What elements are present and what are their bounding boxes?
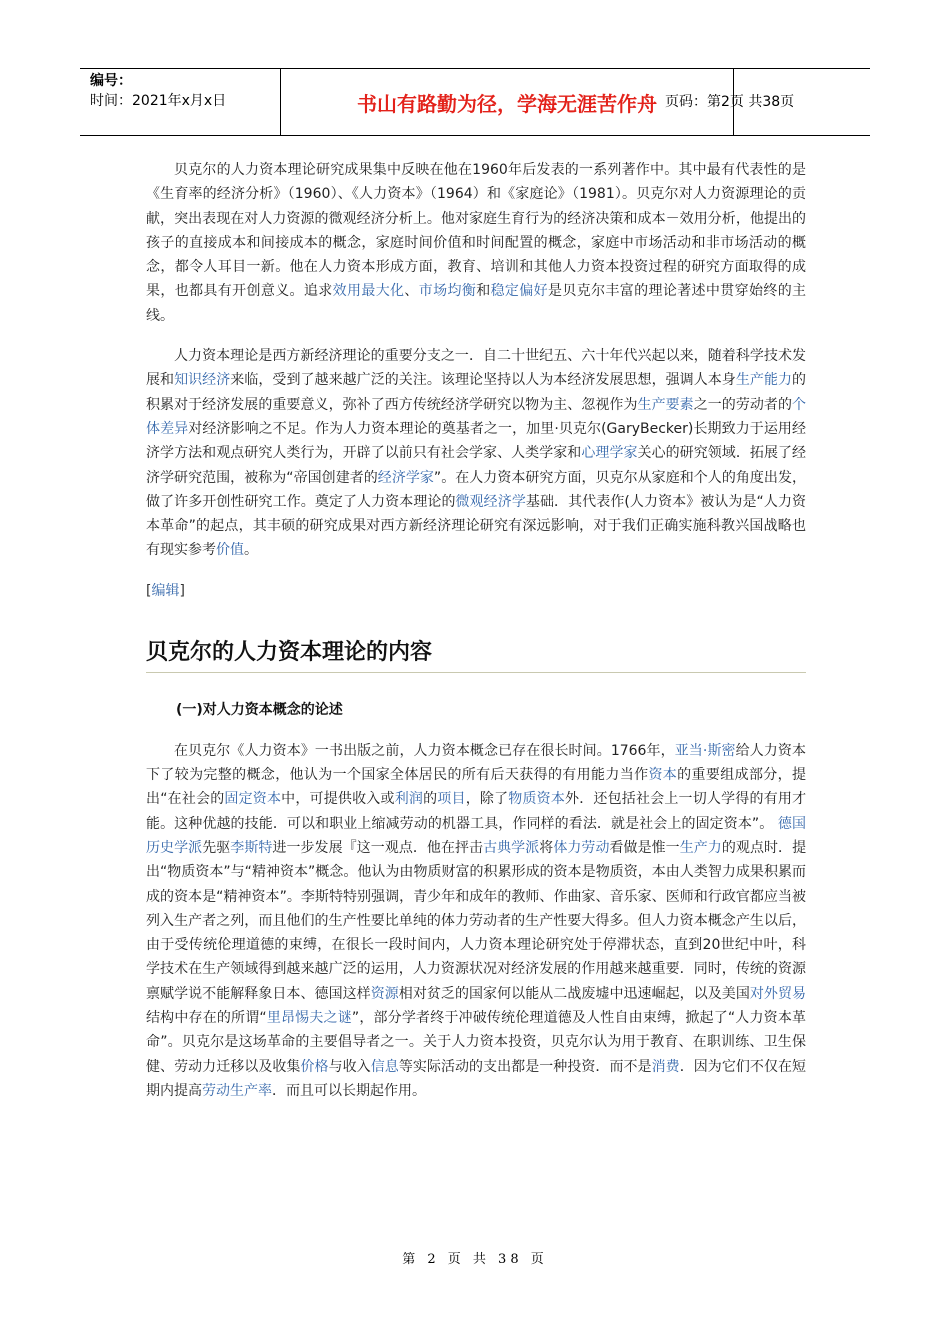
header-meta: [90, 71, 226, 111]
inline-link[interactable]: 劳动生产率: [202, 1082, 272, 1099]
paragraph-text: 的重要组成部分，提出“在社会的: [146, 767, 807, 808]
paragraph-text: 贝克尔的人力资本理论研究成果集中反映在他在1960年后发表的一系列著作中。其中最有代表性的是《生育率的经济分析》（1960）、《人力资本》（1964）和《家庭论》（1981）。贝克尔对人力资源理论的贡献，突出表现在对人力资源的微观经济分析上。他对家庭生育行为的经济决策和成本－效用分析，他提出的孩子的直接成本和间接成本的概念，家庭时间价值和时间配置的概念，家庭中市场活动和非市场活动的概念，都令人耳目一新。他在人力资本形成方面，教育、培训和其他人力资本投资过程的研究方面取得的成果，也都具有开创意义。追求: [146, 162, 806, 300]
paragraph-text: 关心的研究领域．拓展了经济学研究范围，被称为“帝国创建者的: [146, 445, 807, 486]
paragraph-text: 。: [244, 542, 258, 559]
paragraph-text: 进一步发展『这一观点．他在抨击: [272, 839, 484, 856]
paragraph-text: 将: [539, 839, 554, 856]
paragraph-text: 人力资本理论是西方新经济理论的重要分支之一．自二十世纪五、六十年代兴起以来，随着科学技术发展和: [146, 348, 806, 389]
inline-link[interactable]: 价格: [300, 1058, 329, 1075]
paragraph-2: [146, 344, 806, 563]
header-date: 时间：2021年x月x日: [90, 93, 227, 109]
inline-link[interactable]: 生产能力: [735, 372, 793, 389]
page-header: [80, 68, 870, 136]
inline-link[interactable]: 古典学派: [483, 839, 540, 856]
inline-link[interactable]: 稳定偏好: [490, 283, 548, 300]
header-page-info: 页码：第2页 共38页: [665, 94, 795, 110]
inline-link[interactable]: 固定资本: [224, 791, 282, 808]
paragraph-text: 给人力资本下了较为完整的概念，他认为一个国家全体居民的所有后天获得的有用能力当作: [146, 742, 806, 784]
inline-link[interactable]: 体力劳动: [553, 839, 610, 856]
paragraph-text: 等实际活动的支出都是一种投资．而不是: [398, 1058, 652, 1075]
paragraph-text: ”，部分学者终于冲破传统伦理道德及人性自由束缚，掀起了“人力资本革命”。贝克尔是这场革命的主要倡导者之一。关于人力资本投资，贝克尔认为用于教育、在职训练、卫生保健、劳动力迁移以及收集: [146, 1010, 806, 1075]
inline-link[interactable]: 利润: [394, 791, 424, 808]
paragraph-text: 是贝克尔丰富的理论著述中贯穿始终的主线。: [146, 283, 807, 324]
paragraph-text: 之一的劳动者的: [693, 396, 793, 413]
inline-link[interactable]: 资源: [370, 985, 399, 1002]
inline-link[interactable]: 德国历史学派: [146, 815, 806, 856]
inline-link[interactable]: 效用最大化: [332, 283, 405, 300]
inline-link[interactable]: 生产要素: [637, 396, 694, 413]
paragraph-text: 外．还包括社会上一切人学得的有用才能。这种优越的技能．可以和职业上缩减劳动的机器工具，作同样的看法．就是社会上的固定资本”。: [146, 791, 807, 832]
paragraph-text: 看做是惟一: [609, 839, 680, 856]
paragraph-text: ，除了: [465, 791, 509, 808]
edit-bracket-close: ]: [179, 582, 185, 599]
paragraph-text: ”。在人力资本研究方面，贝克尔从家庭和个人的角度出发，做了许多开创性研究工作。奠定了人力资本理论的: [146, 469, 806, 510]
paragraph-text: 相对贫乏的国家何以能从二战废墟中迅速崛起，以及美国: [398, 985, 750, 1002]
inline-link[interactable]: 价值: [216, 542, 244, 559]
subsection-heading: (一)对人力资本概念的论述: [176, 701, 343, 718]
paragraph-text: 、: [404, 283, 419, 300]
document-body: [146, 158, 806, 1119]
header-motto: 书山有路勤为径，学海无涯苦作舟: [280, 69, 734, 135]
header-number: 编号：: [90, 73, 132, 89]
paragraph-text: 在贝克尔《人力资本》一书出版之前，人力资本概念已存在很长时间。1766年，: [174, 742, 675, 759]
paragraph-3: [146, 739, 806, 1103]
paragraph-text: 结构中存在的所谓“: [146, 1010, 267, 1027]
paragraph-text: 来临，受到了越来越广泛的关注。该理论坚持以人为本经济发展思想，强调人本身: [230, 372, 736, 389]
inline-link[interactable]: 市场均衡: [418, 283, 477, 300]
paragraph-text: 的: [423, 791, 438, 808]
inline-link[interactable]: 里昂惕夫之谜: [266, 1010, 352, 1027]
inline-link[interactable]: 个体差异: [146, 396, 807, 437]
inline-link[interactable]: 对外贸易: [749, 985, 807, 1002]
inline-link[interactable]: 项目: [437, 791, 466, 808]
inline-link[interactable]: 微观经济学: [455, 493, 526, 510]
paragraph-text: 中，可提供收入或: [281, 791, 395, 808]
inline-link[interactable]: 经济学家: [377, 469, 434, 486]
inline-link[interactable]: 资本: [648, 767, 678, 784]
inline-link[interactable]: 物质资本: [508, 791, 566, 808]
inline-link[interactable]: 生产力: [679, 839, 722, 856]
paragraph-text: 基础．其代表作(人力资本》被认为是“人力资本革命”的起点，其丰硕的研究成果对西方新经济理论研究有深远影响，对于我们正确实施科教兴国战略也有现实参考: [146, 493, 807, 559]
inline-link[interactable]: 心理学家: [581, 445, 638, 462]
paragraph-1: [146, 158, 806, 328]
inline-link[interactable]: 李斯特: [230, 839, 273, 856]
edit-link-wrapper: [146, 579, 806, 603]
paragraph-text: 的观点时．提出“物质资本”与“精神资本”概念。他认为由物质财富的积累形成的资本是物质资，本由人类智力成果积累而成的资本是“精神资本”。李斯特特别强调，青少年和成年的教师、作曲家、音乐家、医师和行政官都应当被列入生产者之列，而且他们的生产性要比单纯的体力劳动者的生产性要大得多。但人力资本概念产生以后，由于受传统伦理道德的束缚，在很长一段时间内，人力资本理论研究处于停滞状态，直到20世纪中叶，科学技术在生产领域得到越来越广泛的运用，人力资源状况对经济发展的作用越来越重要．同时，传统的资源禀赋学说不能解释象日本、德国这样: [146, 839, 807, 1002]
inline-link[interactable]: 信息: [370, 1058, 399, 1075]
paragraph-text: 先驱: [202, 839, 231, 856]
paragraph-text: ．而且可以长期起作用。: [272, 1082, 426, 1099]
inline-link[interactable]: 知识经济: [174, 372, 231, 389]
paragraph-text: 的积累对于经济发展的重要意义，弥补了西方传统经济学研究以物为主、忽视作为: [146, 372, 807, 413]
paragraph-text: ．因为它们不仅在短期内提高: [146, 1058, 807, 1099]
paragraph-text: 和: [476, 283, 491, 300]
inline-link[interactable]: 亚当·斯密: [674, 742, 736, 759]
edit-link[interactable]: 编辑: [151, 582, 180, 599]
inline-link[interactable]: 消费: [651, 1058, 680, 1075]
edit-bracket-open: [: [146, 582, 152, 599]
page-footer: 第 2 页 共 38 页: [402, 1252, 548, 1267]
paragraph-text: 对经济影响之不足。作为人力资本理论的奠基者之一，加里·贝克尔(GaryBecker)长期致力于运用经济学方法和观点研究人类行为，开辟了以前只有社会学家、人类学家和: [146, 420, 807, 462]
paragraph-text: 与收入: [328, 1058, 371, 1075]
section-heading: 贝克尔的人力资本理论的内容: [146, 625, 806, 673]
